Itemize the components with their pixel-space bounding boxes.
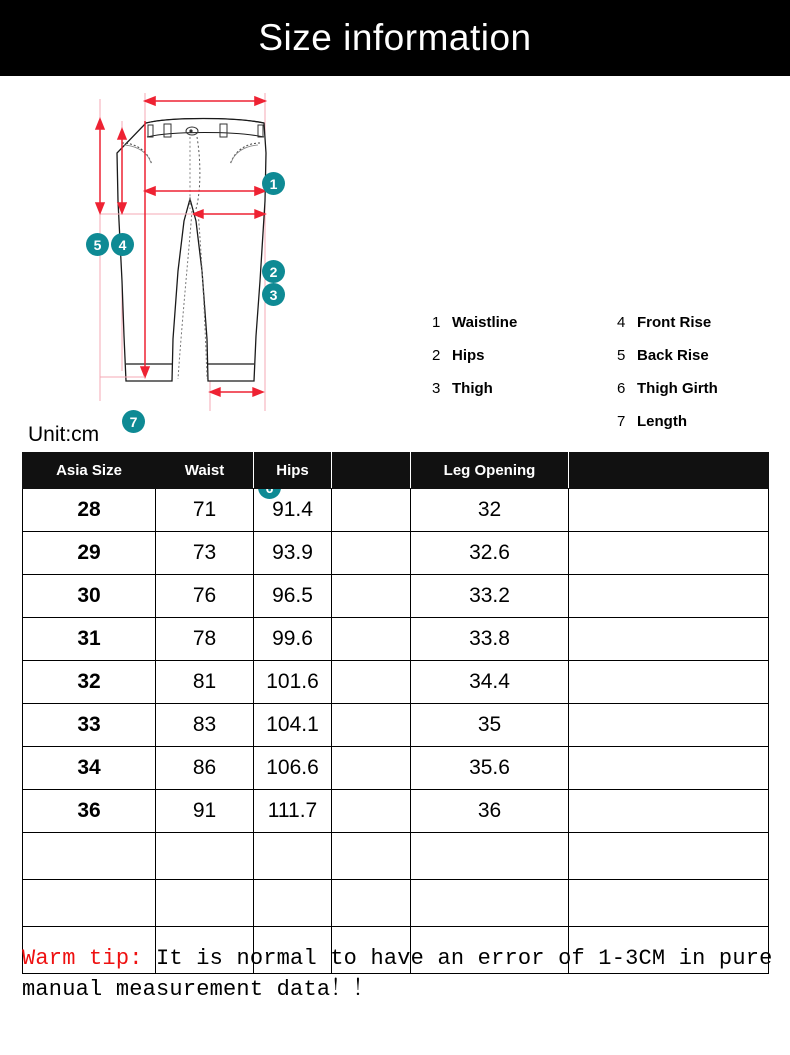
legend-item-waistline — [432, 314, 617, 347]
legend-label: Hips — [452, 347, 485, 364]
cell-waist: 81 — [156, 661, 254, 704]
cell-empty — [156, 880, 254, 927]
warm-tip-note — [22, 943, 777, 1005]
column-header-blank-1 — [332, 453, 411, 489]
cell-leg-opening: 35 — [411, 704, 569, 747]
cell-empty — [332, 880, 411, 927]
legend-column-left — [432, 314, 617, 446]
cell-asia-size: 28 — [23, 489, 156, 532]
cell-leg-opening: 32.6 — [411, 532, 569, 575]
cell-blank-2 — [569, 661, 769, 704]
cell-blank-2 — [569, 489, 769, 532]
cell-blank-2 — [569, 790, 769, 833]
cell-leg-opening: 34.4 — [411, 661, 569, 704]
legend-number: 6 — [617, 380, 626, 397]
cell-blank-1 — [332, 704, 411, 747]
cell-leg-opening: 33.8 — [411, 618, 569, 661]
cell-leg-opening: 36 — [411, 790, 569, 833]
cell-asia-size: 29 — [23, 532, 156, 575]
cell-blank-2 — [569, 532, 769, 575]
legend-label: Length — [637, 413, 687, 430]
cell-blank-2 — [569, 704, 769, 747]
measurement-legend — [432, 314, 772, 446]
cell-hips: 101.6 — [254, 661, 332, 704]
legend-item-length — [617, 413, 772, 446]
legend-item-front-rise — [617, 314, 772, 347]
column-header-leg-opening: Leg Opening — [411, 453, 569, 489]
cell-waist: 83 — [156, 704, 254, 747]
table-row — [23, 661, 769, 704]
legend-item-thigh-girth — [617, 380, 772, 413]
cell-leg-opening: 35.6 — [411, 747, 569, 790]
cell-asia-size: 34 — [23, 747, 156, 790]
legend-column-right — [617, 314, 772, 446]
cell-leg-opening: 33.2 — [411, 575, 569, 618]
column-header-hips: Hips — [254, 453, 332, 489]
table-row-empty — [23, 833, 769, 880]
cell-waist: 76 — [156, 575, 254, 618]
legend-item-thigh — [432, 380, 617, 413]
diagram-marker-3: 3 — [262, 283, 285, 306]
legend-label: Back Rise — [637, 347, 709, 364]
column-header-asia-size: Asia Size — [23, 453, 156, 489]
cell-asia-size: 31 — [23, 618, 156, 661]
cell-hips: 99.6 — [254, 618, 332, 661]
legend-number: 7 — [617, 413, 626, 430]
legend-item-back-rise — [617, 347, 772, 380]
warm-tip-text: It is normal to have an error of 1-3CM in pure manual measurement data！！ — [22, 946, 773, 1002]
diagram-marker-1: 1 — [262, 172, 285, 195]
cell-empty — [411, 880, 569, 927]
cell-blank-1 — [332, 747, 411, 790]
cell-hips: 104.1 — [254, 704, 332, 747]
cell-empty — [254, 833, 332, 880]
legend-number: 1 — [432, 314, 441, 331]
cell-blank-1 — [332, 661, 411, 704]
cell-asia-size: 36 — [23, 790, 156, 833]
cell-empty — [156, 833, 254, 880]
cell-blank-1 — [332, 489, 411, 532]
diagram-marker-2: 2 — [262, 260, 285, 283]
table-row — [23, 747, 769, 790]
cell-blank-1 — [332, 618, 411, 661]
cell-empty — [411, 833, 569, 880]
legend-number: 4 — [617, 314, 626, 331]
measurement-diagram — [0, 76, 790, 430]
table-body — [23, 489, 769, 974]
cell-empty — [254, 880, 332, 927]
cell-empty — [23, 833, 156, 880]
legend-number: 5 — [617, 347, 626, 364]
column-header-waist: Waist — [156, 453, 254, 489]
cell-hips: 111.7 — [254, 790, 332, 833]
legend-label: Thigh — [452, 380, 493, 397]
diagram-marker-4: 4 — [111, 233, 134, 256]
cell-hips: 96.5 — [254, 575, 332, 618]
legend-number: 3 — [432, 380, 441, 397]
cell-hips: 93.9 — [254, 532, 332, 575]
cell-empty — [569, 833, 769, 880]
diagram-marker-7: 7 — [122, 410, 145, 433]
cell-waist: 91 — [156, 790, 254, 833]
size-chart-table — [22, 452, 769, 974]
legend-label: Waistline — [452, 314, 518, 331]
cell-waist: 73 — [156, 532, 254, 575]
page-title: Size information — [258, 17, 532, 58]
legend-label: Front Rise — [637, 314, 712, 331]
column-header-blank-2 — [569, 453, 769, 489]
table-row-empty — [23, 880, 769, 927]
cell-blank-1 — [332, 532, 411, 575]
warm-tip-label: Warm tip: — [22, 946, 143, 971]
cell-empty — [23, 880, 156, 927]
cell-waist: 78 — [156, 618, 254, 661]
cell-hips: 91.4 — [254, 489, 332, 532]
cell-blank-2 — [569, 747, 769, 790]
cell-asia-size: 30 — [23, 575, 156, 618]
cell-empty — [332, 833, 411, 880]
cell-blank-1 — [332, 790, 411, 833]
unit-label: Unit:cm — [28, 423, 100, 446]
page-header — [0, 0, 790, 76]
legend-item-hips — [432, 347, 617, 380]
table-row — [23, 532, 769, 575]
table-row — [23, 790, 769, 833]
legend-number: 2 — [432, 347, 441, 364]
table-row — [23, 575, 769, 618]
cell-blank-2 — [569, 618, 769, 661]
cell-empty — [569, 880, 769, 927]
cell-asia-size: 32 — [23, 661, 156, 704]
cell-blank-1 — [332, 575, 411, 618]
cell-hips: 106.6 — [254, 747, 332, 790]
diagram-marker-5: 5 — [86, 233, 109, 256]
cell-blank-2 — [569, 575, 769, 618]
table-header — [23, 453, 769, 489]
cell-asia-size: 33 — [23, 704, 156, 747]
legend-label: Thigh Girth — [637, 380, 718, 397]
table-row — [23, 618, 769, 661]
cell-waist: 86 — [156, 747, 254, 790]
table-row — [23, 489, 769, 532]
table-header-row — [23, 453, 769, 489]
cell-waist: 71 — [156, 489, 254, 532]
table-row — [23, 704, 769, 747]
cell-leg-opening: 32 — [411, 489, 569, 532]
